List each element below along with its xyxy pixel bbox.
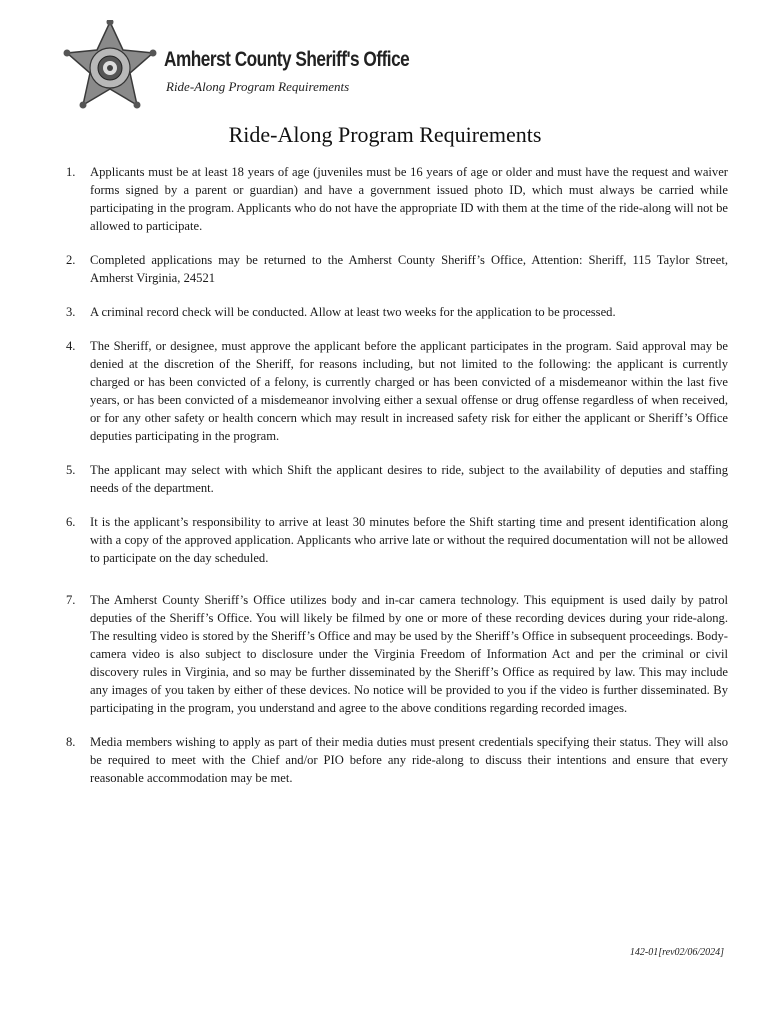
requirement-text: A criminal record check will be conducted. Allow at least two weeks for the application to be processed.: [90, 305, 616, 319]
requirement-number: 8.: [66, 735, 76, 749]
requirement-number: 1.: [66, 165, 76, 179]
requirement-number: 5.: [66, 463, 76, 477]
letterhead: [60, 18, 740, 118]
sheriff-star-badge-icon: [60, 20, 160, 114]
requirement-text: Applicants must be at least 18 years of age (juveniles must be 16 years of age or older and must have the request and waiver forms signed by a parent or guardian) and have a government issued photo ID, which must always be carried while participating in the program. Applicants who do not have the appropriate ID with them at the time of the ride-along will not be allowed to participate.: [90, 165, 728, 233]
requirement-text: It is the applicant’s responsibility to arrive at least 30 minutes before the Shift starting time and present identification along with a copy of the approved application. Applicants who arrive late or without the required documentation will not be allowed to participate on the day scheduled.: [90, 515, 728, 565]
requirement-item: [66, 513, 728, 567]
office-name: Amherst County Sheriff's Office: [164, 48, 410, 71]
requirement-item: [66, 461, 728, 497]
requirement-item: [66, 591, 728, 717]
requirements-list: [66, 163, 728, 787]
requirement-number: 7.: [66, 593, 76, 607]
requirement-text: The applicant may select with which Shift the applicant desires to ride, subject to the availability of deputies and staffing needs of the department.: [90, 463, 728, 495]
requirement-item: [66, 163, 728, 235]
requirement-text: The Sheriff, or designee, must approve the applicant before the applicant participates in the program. Said approval may be denied at the discretion of the Sheriff, for reasons including, but not limited to the following: the applicant is currently charged or has been convicted of a felony, is currently charged or has been convicted of a misdemeanor within the last five years, or has been convicted of a misdemeanor involving either a sexual offense or drug offense regardless of when received, or for any other safety or health concern which may result in increased safety risk for either the applicant or Sheriff’s Office deputies participating in the program.: [90, 339, 728, 443]
requirement-number: 3.: [66, 305, 76, 319]
requirement-text: Completed applications may be returned to the Amherst County Sheriff’s Office, Attention: Sheriff, 115 Taylor Street, Amherst Virginia, 24521: [90, 253, 728, 285]
letterhead-subtitle: Ride-Along Program Requirements: [166, 79, 350, 94]
requirement-item: [66, 251, 728, 287]
requirement-text: The Amherst County Sheriff’s Office utilizes body and in-car camera technology. This equipment is used daily by patrol deputies of the Sheriff’s Office. You will likely be filmed by one or more of these recording devices during your ride-along. The resulting video is stored by the Sheriff’s Office and may be used by the Sheriff’s Office in subsequent proceedings. Body-camera video is also subject to disclosure under the Virginia Freedom of Information Act and per the criminal or civil discovery rules in Virginia, and so may be further disseminated by the Sheriff’s Office as required by law. This may include any images of you taken by either of these devices. No notice will be provided to you if the video is further disseminated. By participating in the program, you understand and agree to the above conditions regarding recorded images.: [90, 593, 728, 715]
requirement-number: 4.: [66, 339, 76, 353]
form-revision-code: 142-01[rev02/06/2024]: [629, 947, 724, 958]
requirement-item: [66, 303, 728, 321]
requirement-number: 2.: [66, 253, 76, 267]
requirement-text: Media members wishing to apply as part of their media duties must present credentials specifying their status. They will also be required to meet with the Chief and/or PIO before any ride-along to discuss their intentions and ensure that every reasonable accommodation may be met.: [90, 735, 728, 785]
requirement-item: [66, 733, 728, 787]
page-title: Ride-Along Program Requirements: [228, 122, 542, 147]
requirement-number: 6.: [66, 515, 76, 529]
requirement-item: [66, 337, 728, 445]
